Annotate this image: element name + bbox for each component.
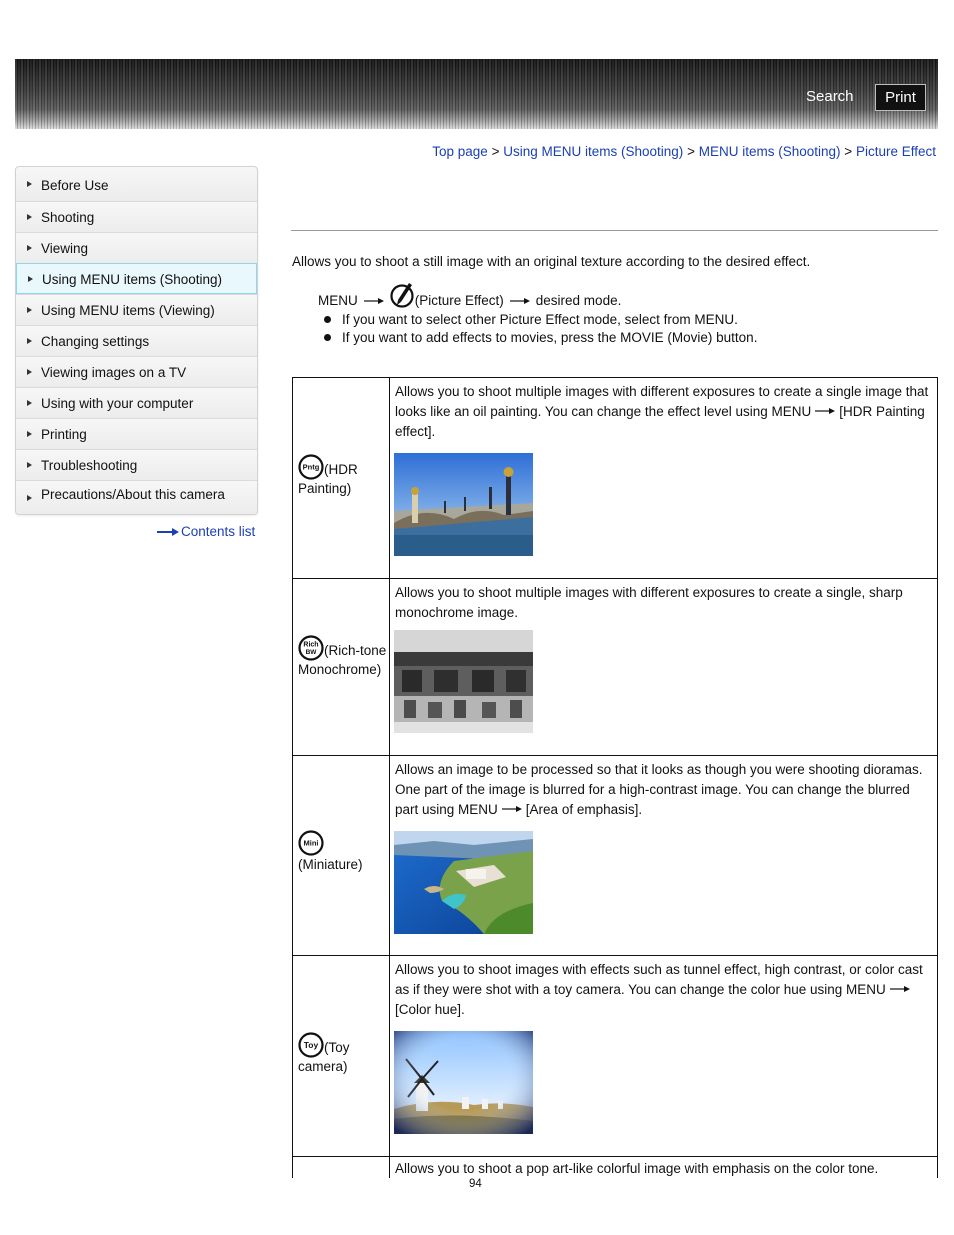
sidebar-item-label: Before Use: [41, 178, 109, 193]
cafe-monochrome-photo: [394, 630, 533, 733]
bridge-photo: [394, 453, 533, 556]
sidebar-item-label: Troubleshooting: [41, 458, 138, 473]
rich-tone-monochrome-icon: [298, 635, 324, 661]
arrow-right-icon: [364, 297, 384, 305]
breadcrumb-top-page[interactable]: Top page: [432, 144, 488, 159]
sidebar-item-label: Precautions/About this camera: [41, 487, 225, 502]
list-item: If you want to add effects to movies, press the MOVIE (Movie) button.: [324, 329, 757, 347]
sidebar-item-label: Using MENU items (Shooting): [42, 272, 223, 287]
effect-desc-tail: [Area of emphasis].: [525, 802, 643, 817]
breadcrumb-menu-items-shooting[interactable]: MENU items (Shooting): [698, 144, 841, 159]
sidebar-nav: [15, 166, 258, 515]
sidebar-item-viewing-on-tv[interactable]: [16, 356, 257, 387]
svg-text:Toy: Toy: [303, 1040, 319, 1050]
sidebar-item-label: Using MENU items (Viewing): [41, 303, 215, 318]
arrow-right-icon: [157, 528, 179, 536]
table-row: [293, 579, 937, 756]
picture-effect-label: (Picture Effect): [414, 293, 504, 308]
breadcrumb-separator: >: [844, 144, 853, 159]
effect-desc-text: Allows an image to be processed so that it looks as though you were shooting dioramas. One part of the image is blurred for a high-contrast image. You can change the blurred part using MENU: [395, 762, 923, 817]
effect-desc-text: Allows you to shoot a pop art-like colorful image with emphasis on the color tone.: [395, 1161, 879, 1176]
contents-list-link[interactable]: [157, 524, 255, 539]
effect-name-cell: [293, 378, 390, 578]
sidebar-item-label: Printing: [41, 427, 87, 442]
arrow-right-icon: [502, 805, 522, 813]
effect-name-cell: [293, 956, 390, 1156]
contents-list-label: Contents list: [181, 524, 256, 539]
sidebar-item-label: Changing settings: [41, 334, 150, 349]
sidebar-item-using-menu-shooting[interactable]: [16, 263, 257, 294]
desired-mode-label: desired mode.: [535, 293, 622, 308]
arrow-right-icon: [27, 369, 32, 375]
arrow-right-icon: [28, 276, 33, 282]
menu-path: [318, 276, 621, 308]
sidebar-item-using-with-computer[interactable]: [16, 387, 257, 418]
page-number: 94: [469, 1178, 482, 1190]
sidebar-item-label: Shooting: [41, 210, 95, 225]
sidebar-item-shooting[interactable]: [16, 201, 257, 232]
effect-description: [395, 960, 933, 1020]
title-divider: [291, 230, 938, 231]
effect-desc-tail: [HDR Painting effect].: [395, 404, 925, 439]
effect-desc-cell: [390, 1157, 937, 1178]
header-bar: [15, 59, 938, 129]
effect-desc-text: Allows you to shoot multiple images with different exposures to create a single, sharp monochrome image.: [395, 585, 903, 620]
effect-name: [298, 830, 388, 874]
breadcrumb-separator: >: [687, 144, 695, 159]
arrow-right-icon: [27, 400, 32, 406]
effect-name-cell: [293, 579, 390, 755]
arrow-right-icon: [27, 495, 32, 501]
sidebar-item-troubleshooting[interactable]: [16, 449, 257, 480]
sidebar-item-before-use[interactable]: [16, 167, 257, 201]
arrow-right-icon: [27, 338, 32, 344]
sidebar-item-label: Viewing images on a TV: [41, 365, 187, 380]
miniature-icon: [298, 830, 324, 856]
table-row: [293, 378, 937, 579]
svg-text:Pntg: Pntg: [302, 462, 320, 472]
arrow-right-icon: [510, 297, 530, 305]
effects-table: [292, 377, 938, 1178]
print-button[interactable]: Print: [875, 84, 926, 111]
hdr-painting-icon: [298, 454, 324, 480]
effect-name-label: (Miniature): [298, 857, 363, 872]
sidebar-item-label: Viewing: [41, 241, 89, 256]
list-item: If you want to select other Picture Effect mode, select from MENU.: [324, 311, 757, 329]
sidebar-item-viewing[interactable]: [16, 232, 257, 263]
arrow-right-icon: [27, 307, 32, 313]
breadcrumb-using-menu-shooting[interactable]: Using MENU items (Shooting): [503, 144, 684, 159]
arrow-right-icon: [27, 181, 32, 187]
effect-desc-cell: [390, 756, 937, 955]
breadcrumb: [432, 144, 936, 159]
arrow-right-icon: [815, 407, 835, 415]
effect-name-label: (Rich-tone Monochrome): [298, 643, 387, 677]
effect-desc-text: Allows you to shoot images with effects such as tunnel effect, high contrast, or color cast as if they were shot with a toy camera. You can change the color hue using MENU: [395, 962, 923, 997]
menu-label: MENU: [318, 293, 358, 308]
arrow-right-icon: [27, 214, 32, 220]
windmill-toy-photo: [394, 1031, 533, 1134]
table-row: [293, 1157, 937, 1178]
svg-text:Mini: Mini: [303, 838, 319, 848]
sidebar-item-using-menu-viewing[interactable]: [16, 294, 257, 325]
sidebar-item-label: Using with your computer: [41, 396, 194, 411]
sidebar-item-precautions[interactable]: [16, 480, 257, 514]
intro-text: Allows you to shoot a still image with an original texture according to the desired effect.: [292, 254, 811, 269]
effect-name: [298, 454, 388, 498]
effect-name-cell: [293, 756, 390, 955]
effect-desc-tail: [Color hue].: [395, 1002, 465, 1017]
sidebar-item-changing-settings[interactable]: [16, 325, 257, 356]
coast-miniature-photo: [394, 831, 533, 934]
effect-name: [298, 1032, 388, 1076]
table-row: [293, 756, 937, 956]
breadcrumb-separator: >: [491, 144, 500, 159]
notes-list: [324, 311, 757, 347]
svg-text:Rich: Rich: [303, 641, 319, 649]
effect-desc-cell: [390, 579, 937, 755]
search-button[interactable]: Search: [806, 88, 854, 105]
effect-name-cell: [293, 1157, 390, 1178]
arrow-right-icon: [27, 431, 32, 437]
effect-description: [395, 382, 933, 442]
breadcrumb-picture-effect[interactable]: Picture Effect: [855, 144, 936, 159]
toy-camera-icon: [298, 1032, 324, 1058]
picture-effect-icon: [390, 280, 415, 308]
effect-description: [395, 1159, 933, 1178]
effect-desc-cell: [390, 956, 937, 1156]
arrow-right-icon: [27, 462, 32, 468]
arrow-right-icon: [890, 985, 910, 993]
arrow-right-icon: [27, 245, 32, 251]
effect-desc-cell: [390, 378, 937, 578]
effect-desc-text: Allows you to shoot multiple images with different exposures to create a single image that looks like an oil painting. You can change the effect level using MENU: [395, 384, 929, 419]
effect-name: [298, 635, 388, 679]
effect-name-label: (HDR Painting): [298, 462, 358, 496]
effect-name-label: (Toy camera): [298, 1040, 350, 1074]
svg-text:BW: BW: [305, 649, 317, 656]
effect-description: [395, 583, 933, 623]
sidebar-item-printing[interactable]: [16, 418, 257, 449]
effect-description: [395, 760, 933, 820]
table-row: [293, 956, 937, 1157]
